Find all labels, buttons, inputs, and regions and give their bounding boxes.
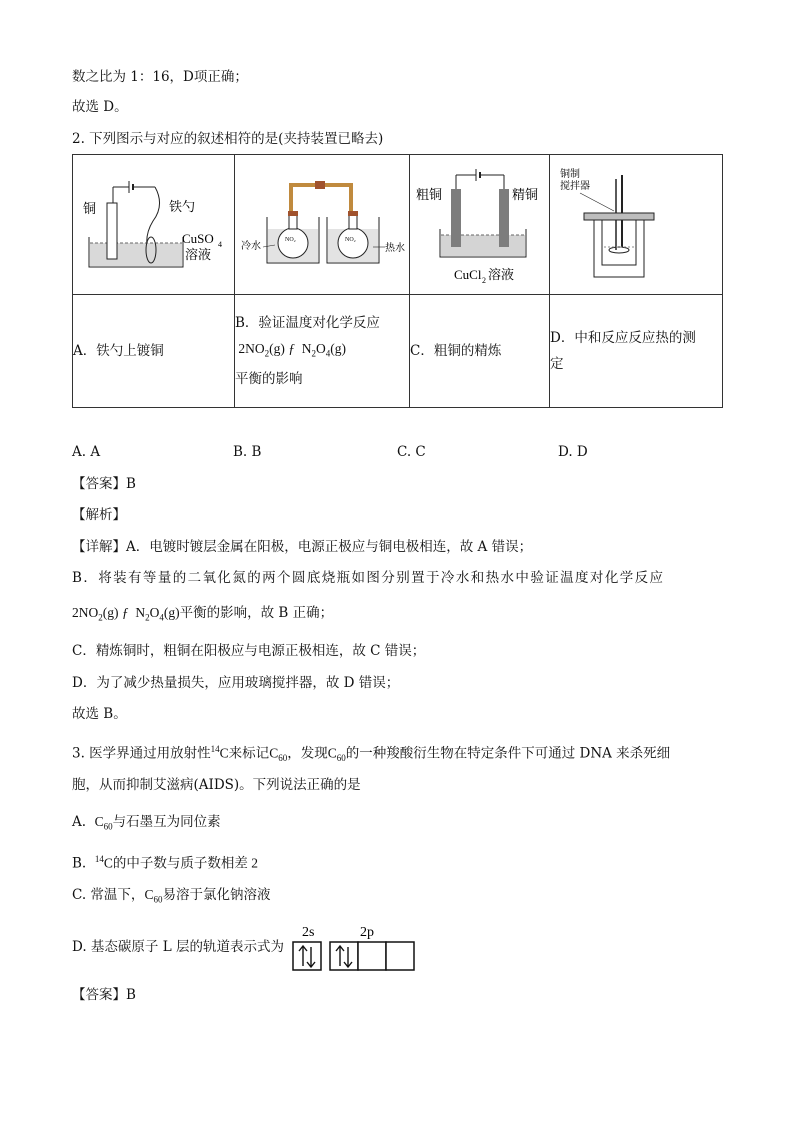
desc-b [235,295,410,408]
q2-analysis: 【解析】 [72,507,126,523]
fig-b-no2-equilibrium [235,155,410,295]
q2-stem: 2. 下列图示与对应的叙述相符的是(夹持装置已略去) [72,131,384,147]
label-no2-left: NO₂ [285,237,296,243]
q2-answer: 【答案】B [72,476,136,492]
label-stirrer-2: 搅拌器 [560,181,590,192]
desc-b-line1: B．验证温度对化学反应 [235,314,380,331]
q2-options [72,444,722,464]
intro-line-2: 故选 D。 [72,99,128,115]
desc-b-equation: $2NO_2(g)$ ƒ $N_2O_4(g)$ [238,340,346,359]
q2-option-b[interactable]: B. B [233,444,262,460]
label-solution-a: 溶液 [185,247,212,262]
label-cucl2: CuCl [454,267,482,282]
q3-option-b[interactable]: B. $^{14}$C的中子数与质子数相差 2 [72,854,258,872]
desc-d: D．中和反应反应热的测 定 [550,295,723,408]
label-cucl2-sub: 2 [482,276,486,285]
label-solution-c: 溶液 [488,267,515,282]
fig-d-calorimeter [550,155,723,295]
orbital-2p-label: 2p [360,925,374,940]
q3-answer: 【答案】B [72,987,136,1003]
orbital-2s-label: 2s [302,925,315,940]
desc-b-line2: 平衡的影响 [235,371,303,388]
orbital-diagram [290,920,420,976]
label-stirrer-1: 铜制 [560,169,580,180]
q2-figure-table [72,154,723,408]
label-iron-spoon: 铁勺 [169,199,196,214]
orbital-2p-box-1 [330,942,358,970]
fig-a-electroplating [73,155,235,295]
desc-c: C．粗铜的精炼 [410,295,550,408]
label-pure-copper: 精铜 [512,187,539,202]
q3-stem-line2: 胞，从而抑制艾滋病(AIDS)。下列说法正确的是 [72,777,361,793]
label-cold-water: 冷水 [241,241,261,252]
desc-a: A．铁勺上镀铜 [73,295,235,408]
q3-option-d[interactable]: D. 基态碳原子 L 层的轨道表示式为 [72,939,284,955]
q2-conclusion: 故选 B。 [72,706,127,722]
label-hot-water: 热水 [385,243,405,254]
label-cuso4-sub: 4 [218,240,222,249]
label-cuso4: CuSO [182,231,214,246]
q3-option-c[interactable]: C. 常温下，$C_{60}$易溶于氯化钠溶液 [72,887,271,905]
q2-option-c[interactable]: C. C [397,444,426,460]
intro-line-1: 数之比为 1：16，D项正确； [72,69,248,85]
q3-stem-line1: 3. 医学界通过用放射性$^{14}$C来标记$C_{60}$，发现$C_{60}$的一种羧酸衍生物在特定条件下可通过 DNA 来杀死细 [72,744,671,764]
label-copper: 铜 [83,201,97,216]
q2-option-d[interactable]: D. D [558,444,588,460]
orbital-2s-box [293,942,321,970]
q2-c-line: C．精炼铜时，粗铜在阳极应与电源正极相连，故 C 错误； [72,643,426,659]
q2-b-line2: $2NO_2(g)$ ƒ $N_2O_4(g)$平衡的影响，故 B 正确； [72,605,334,623]
orbital-2p-box-2 [358,942,386,970]
orbital-2p-box-3 [386,942,414,970]
q2-d-line: D．为了减少热量损失，应用玻璃搅拌器，故 D 错误； [72,675,400,691]
q2-detail: 【详解】A．电镀时镀层金属在阳极，电源正极应与铜电极相连，故 A 错误； [72,539,533,555]
fig-c-copper-refining [410,155,550,295]
label-no2-right: NO₂ [345,237,356,243]
q3-option-a[interactable]: A. $C_{60}$与石墨互为同位素 [72,814,221,832]
q2-b-line1: B．将装有等量的二氧化氮的两个圆底烧瓶如图分别置于冷水和热水中验证温度对化学反应 [72,570,665,586]
q2-option-a[interactable]: A. A [72,444,101,460]
label-crude-copper: 粗铜 [416,187,443,202]
